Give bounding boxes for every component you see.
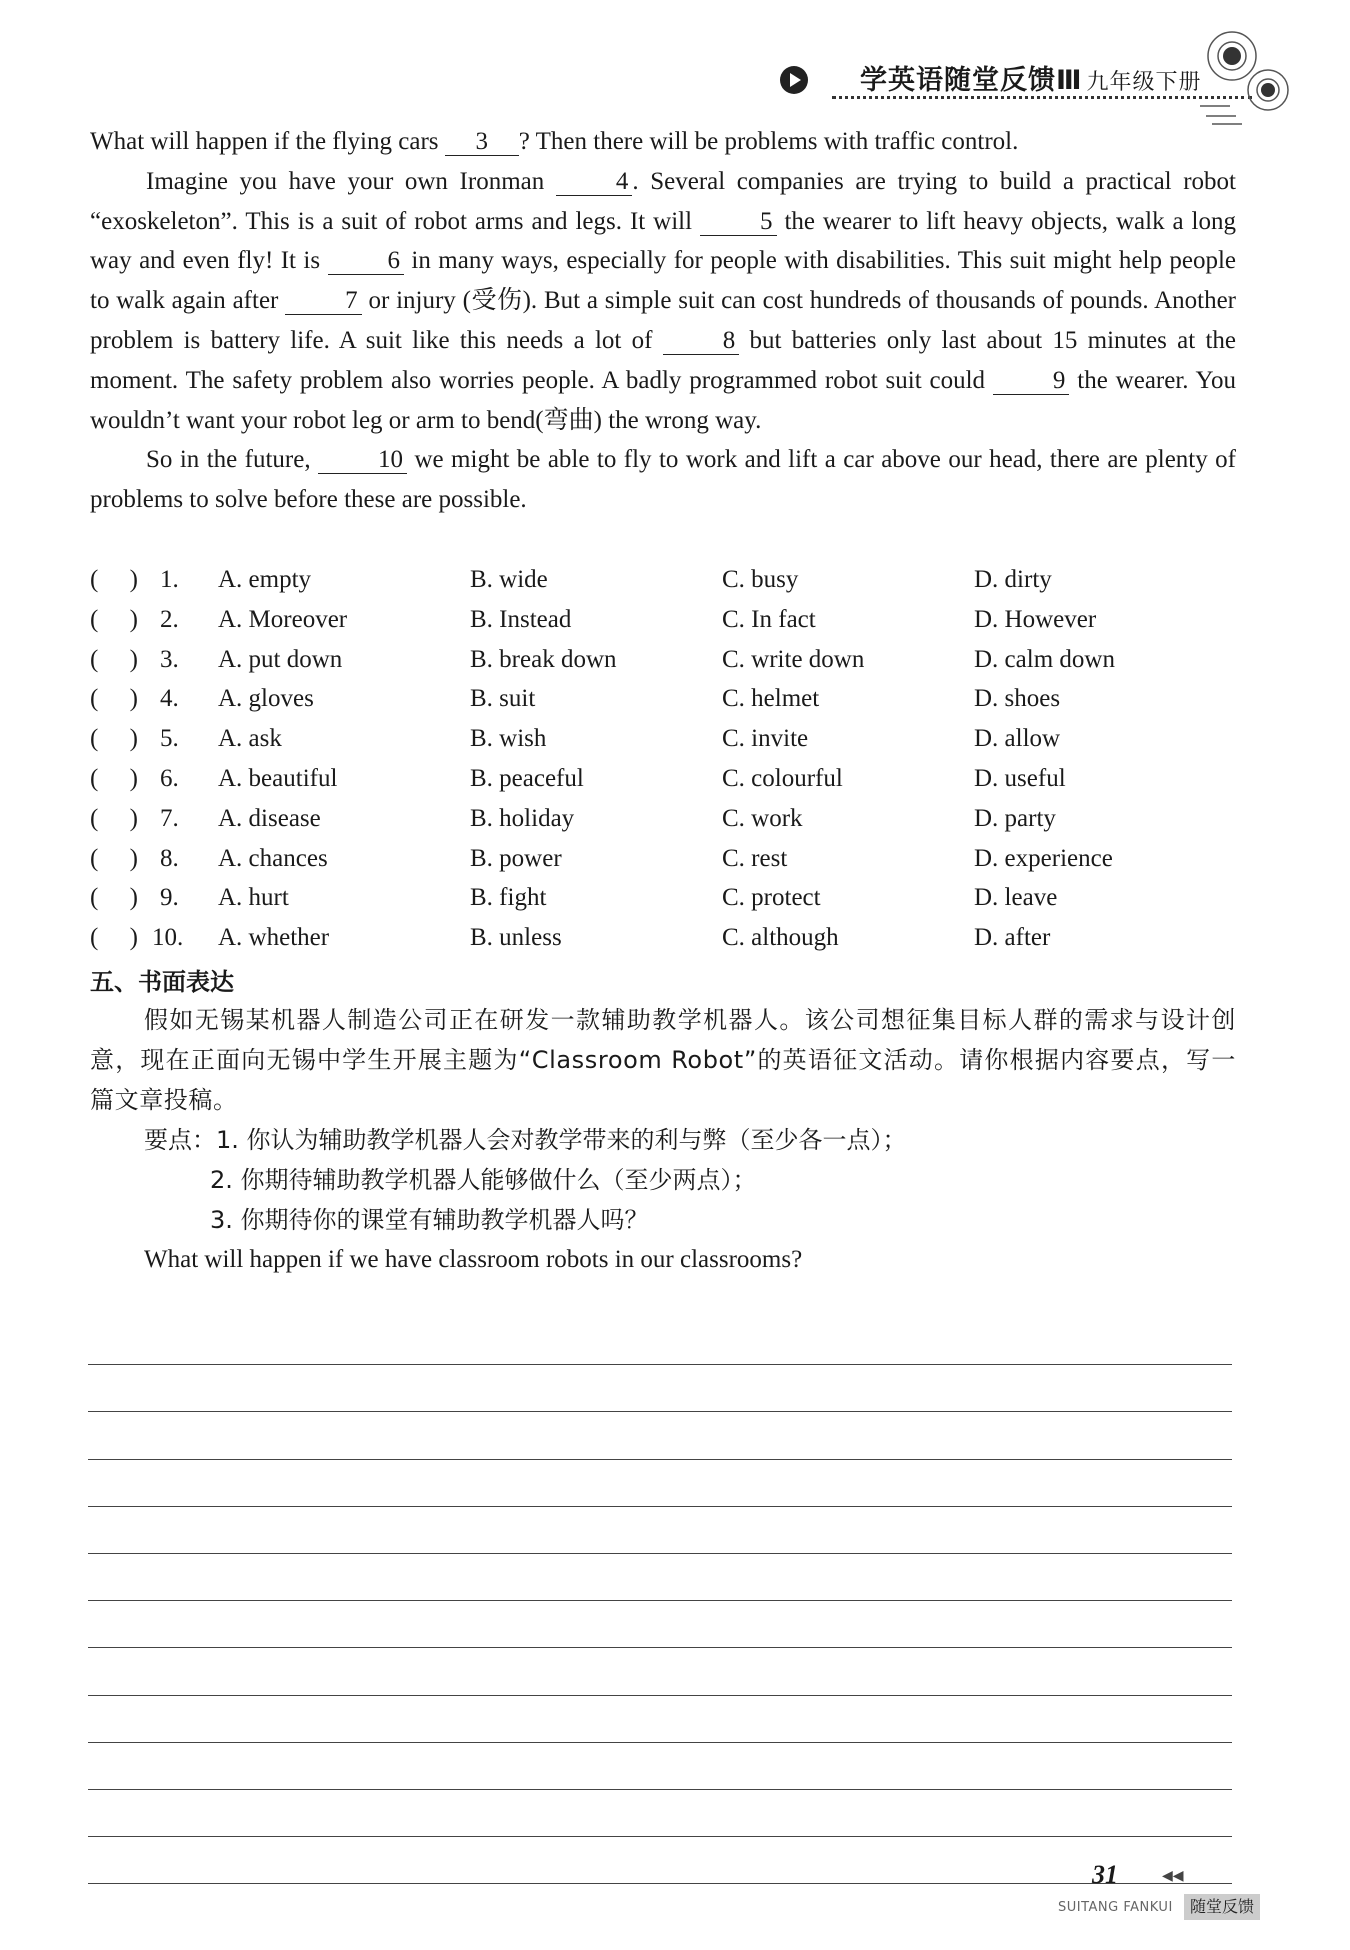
option-c: C. although [722,924,839,952]
question-number: 10. [152,924,184,952]
task-point-3: 3. 你期待你的课堂有辅助教学机器人吗？ [210,1206,649,1234]
brand-english: SUITANG FANKUI [1058,1900,1173,1915]
option-b: B. fight [470,884,547,912]
option-a: A. Moreover [218,605,348,633]
option-a: A. ask [218,725,282,753]
answer-slot[interactable]: ( ) [90,804,138,832]
answer-line[interactable] [88,1412,1232,1459]
multiple-choice-options [90,560,1250,958]
answer-line[interactable] [88,1554,1232,1601]
option-d: D. However [974,605,1097,633]
option-d: D. allow [974,725,1061,753]
option-d: D. useful [974,764,1066,792]
blank-9: 9 [993,368,1070,395]
answer-line[interactable] [88,1790,1232,1837]
text-run: So in the future, [146,446,319,474]
option-b: B. peaceful [470,764,584,792]
blank-10: 10 [318,447,407,474]
option-b: B. holiday [470,804,575,832]
answer-slot[interactable]: ( ) [90,764,138,792]
answer-line[interactable] [88,1601,1232,1648]
writing-task [90,1000,1236,1280]
brand-badge: 随堂反馈 [1184,1894,1260,1920]
answer-line[interactable] [88,1696,1232,1743]
option-a: A. hurt [218,884,289,912]
question-row [90,839,1250,879]
question-row [90,799,1250,839]
question-number: 1. [160,566,179,593]
option-b: B. suit [470,685,536,713]
blank-6: 6 [328,248,405,275]
text-run: or injury (受伤). But a simple suit can cost hundreds of thousands of pounds. Another problem is battery life. A suit like this needs a lot of [90,287,1237,354]
question-row [90,560,1250,600]
question-row [90,719,1250,759]
option-d: D. leave [974,884,1058,912]
option-b: B. wide [470,566,548,593]
option-c: C. In fact [722,605,816,633]
question-row [90,918,1250,958]
grade-label: 九年级下册 [1086,70,1202,95]
page-footer [1040,1860,1300,1930]
answer-line[interactable] [88,1365,1232,1412]
option-d: D. dirty [974,566,1052,593]
option-d: D. experience [974,844,1113,872]
answer-slot[interactable]: ( ) [90,566,138,593]
question-number: 2. [160,605,179,633]
section-title: 五、书面表达 [90,968,234,996]
blank-8: 8 [663,328,740,355]
option-c: C. busy [722,566,799,593]
option-c: C. write down [722,645,865,673]
reading-passage [90,122,1236,520]
option-a: A. empty [218,566,312,593]
text-run: but batteries only last about 15 minutes at the moment. The safety problem also worries people. A badly programmed robot suit could [90,326,1237,394]
option-d: D. shoes [974,685,1061,713]
header-divider [832,96,1252,99]
question-row [90,679,1250,719]
answer-lines[interactable] [88,1318,1232,1884]
text-run: Imagine you have your own Ironman [146,167,556,195]
text-run: . Several companies are trying to build a practical robot “exoskeleton”. This is a suit of robot arms and legs. It will [90,167,1236,235]
option-a: A. disease [218,804,321,832]
option-b: B. unless [470,924,562,952]
answer-slot[interactable]: ( ) [90,685,138,713]
question-number: 3. [160,645,179,673]
option-c: C. protect [722,884,821,912]
answer-line[interactable] [88,1507,1232,1554]
text-run: in many ways, especially for people with disabilities. This suit might help people to walk again after [90,247,1236,315]
text-run: ? Then there will be problems with traffic control. [518,128,1019,155]
question-row [90,640,1250,680]
answer-slot[interactable]: ( ) [90,725,138,753]
text-run: What will happen if the flying cars [90,128,445,155]
blank-3: 3 [445,129,519,156]
task-question: What will happen if we have classroom robots in our classrooms? [144,1246,803,1273]
question-number: 7. [160,804,179,832]
question-number: 9. [160,884,179,912]
answer-line[interactable] [88,1743,1232,1790]
answer-slot[interactable]: ( ) [90,884,138,912]
option-c: C. colourful [722,764,843,792]
question-number: 6. [160,764,179,792]
question-row [90,759,1250,799]
answer-line[interactable] [88,1460,1232,1507]
rewind-arrows-icon: ◀◀ [1162,1869,1184,1884]
text-run: the wearer to lift heavy objects, walk a long way and even fly! It is [90,207,1236,275]
text-run: we might be able to fly to work and lift a car above our head, there are plenty of problems to solve before these are possible. [90,446,1237,514]
option-b: B. wish [470,725,547,753]
passage-paragraph-3 [90,440,1236,520]
book-title-text: 学英语随堂反馈Ⅲ [860,65,1083,96]
play-icon [780,66,808,94]
option-b: B. Instead [470,605,572,633]
answer-slot[interactable]: ( ) [90,645,138,673]
question-row [90,878,1250,918]
option-b: B. power [470,844,562,872]
question-row [90,600,1250,640]
sunflower-icon [1190,20,1310,130]
question-number: 8. [160,844,179,872]
blank-4: 4 [556,169,633,196]
answer-line[interactable] [88,1318,1232,1365]
blank-7: 7 [285,288,362,315]
question-number: 4. [160,685,179,713]
page-number: 31 [1092,1860,1118,1889]
option-a: A. put down [218,645,343,673]
answer-line[interactable] [88,1648,1232,1695]
option-d: D. after [974,924,1051,952]
option-c: C. invite [722,725,809,753]
passage-paragraph-1 [90,122,1236,162]
option-a: A. gloves [218,685,314,713]
option-d: D. party [974,804,1056,832]
task-point-2: 2. 你期待辅助教学机器人能够做什么（至少两点）； [210,1166,757,1194]
option-c: C. work [722,804,803,832]
task-point-1: 要点：1. 你认为辅助教学机器人会对教学带来的利与弊（至少各一点）； [144,1126,907,1154]
book-title [860,58,1202,97]
task-intro: 假如无锡某机器人制造公司正在研发一款辅助教学机器人。该公司想征集目标人群的需求与设计创意，现在正面向无锡中学生开展主题为“Classroom Robot”的英语征文活动。请你根据内容要点，写一篇文章投稿。 [90,1006,1236,1114]
option-b: B. break down [470,645,617,673]
option-c: C. rest [722,844,788,872]
passage-paragraph-2 [90,162,1236,441]
answer-slot[interactable]: ( ) [90,844,138,872]
option-a: A. beautiful [218,764,338,792]
text-run: the wearer. You wouldn’t want your robot leg or arm to bend(弯曲) the wrong way. [90,366,1237,434]
answer-slot[interactable]: ( ) [90,924,138,952]
option-a: A. whether [218,924,330,952]
question-number: 5. [160,725,179,753]
option-d: D. calm down [974,645,1115,673]
blank-5: 5 [700,209,777,236]
answer-slot[interactable]: ( ) [90,605,138,633]
option-a: A. chances [218,844,328,872]
option-c: C. helmet [722,685,820,713]
